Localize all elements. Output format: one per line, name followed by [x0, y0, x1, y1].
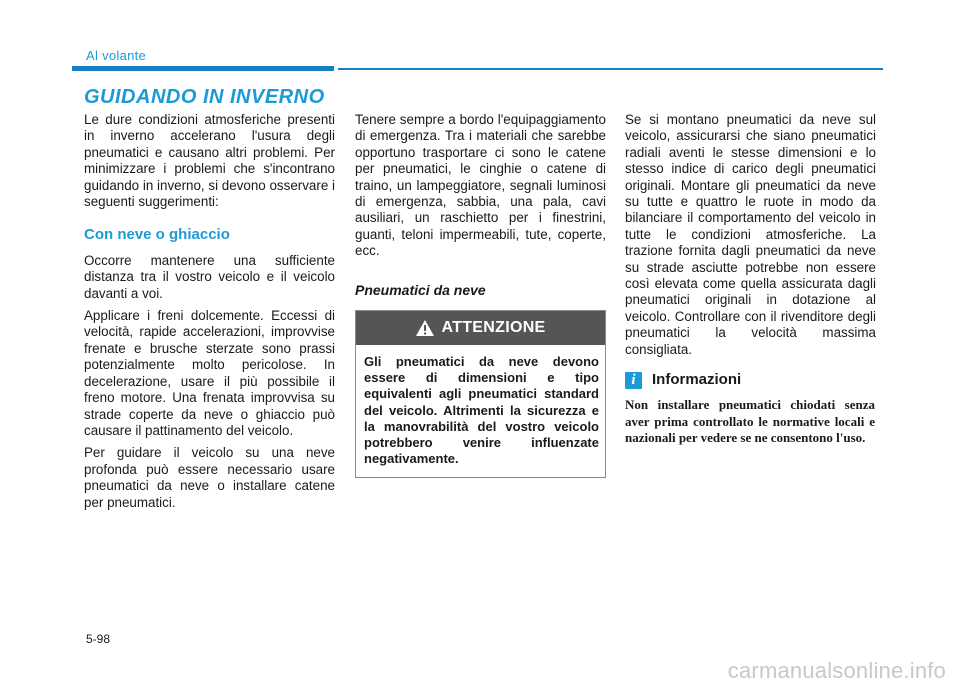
column-1 [84, 112, 335, 517]
intro-paragraph: Le dure condizioni atmosferiche presenti in inverno accelerano l'usura degli pneumatici e causano altri problemi. Per minimizzare i problemi che s'incontrano guidando in inverno, si devono osservare i seguenti suggerimenti: [84, 112, 335, 210]
info-header [625, 372, 876, 389]
column-3 [625, 112, 876, 446]
caution-box [355, 310, 606, 478]
warning-triangle-icon [415, 319, 435, 337]
watermark: carmanualsonline.info [727, 658, 946, 683]
info-icon: i [625, 372, 642, 389]
paragraph-snow-tire-mounting: Se si montano pneumatici da neve sul veicolo, assicurarsi che siano pneumatici radiali aventi le stesse dimensioni e lo stesso indice di carico degli pneumatici originali. Montare gli pneumatici da neve su tutte e quattro le ruote in modo da bilanciare il comportamento del veicolo in tutte le condizioni atmosferiche. La trazione fornita dagli pneumatici da neve su strade asciutte potrebbe non essere così elevata come quella assicurata dagli pneumatici originali in dotazione al veicolo. Controllare con il rivenditore degli pneumatici la velocità massima consigliata. [625, 112, 876, 357]
page-title: GUIDANDO IN INVERNO [84, 86, 325, 108]
header-rule-thin [338, 68, 883, 70]
info-text: Non installare pneumatici chiodati senza aver prima controllato le normative locali e nazionali per vedere se ne consentono l'uso. [625, 397, 875, 445]
paragraph-distance: Occorre mantenere una sufficiente distanza tra il vostro veicolo e il veicolo davanti a voi. [84, 252, 335, 301]
page-number: 5-98 [86, 632, 111, 646]
info-title: Informazioni [652, 371, 742, 389]
subheading-snow-tires: Pneumatici da neve [355, 281, 486, 298]
paragraph-deep-snow: Per guidare il veicolo su una neve profonda può essere necessario usare pneumatici da neve o installare catene per pneumatici. [84, 445, 335, 510]
caution-label: ATTENZIONE [441, 318, 546, 336]
paragraph-braking: Applicare i freni dolcemente. Eccessi di velocità, rapide accelerazioni, improvvise frenate e brusche sterzate sono prassi potenzialmente molto pericolose. In decelerazione, usare il più possibile il freno motore. Una frenata improvvisa su strade coperte da neve o ghiaccio può causare il pattinamento del veicolo. [84, 308, 335, 438]
header-rule-thick [72, 66, 334, 71]
paragraph-emergency-kit: Tenere sempre a bordo l'equipaggiamento di emergenza. Tra i materiali che sarebbe opportuno trasportare ci sono le catene per pneumatici, le cinghie o catene di traino, un lampeggiatore, segnali luminosi di emergenza, sabbia, una pala, cavi ausiliari, un raschietto per i finestrini, guanti, teloni impermeabili, tute, coperte, ecc. [355, 112, 606, 259]
caution-header [356, 311, 605, 345]
caution-text: Gli pneumatici da neve devono essere di dimensioni e tipo equivalenti agli pneumatici standard del veicolo. Altrimenti la sicurezza e la manovrabilità del vostro veicolo potrebbero venire influenzate negativamente. [364, 354, 599, 467]
section-header: Al volante [86, 48, 147, 63]
subheading-snow-ice: Con neve o ghiaccio [84, 226, 230, 244]
column-2 [355, 112, 606, 478]
